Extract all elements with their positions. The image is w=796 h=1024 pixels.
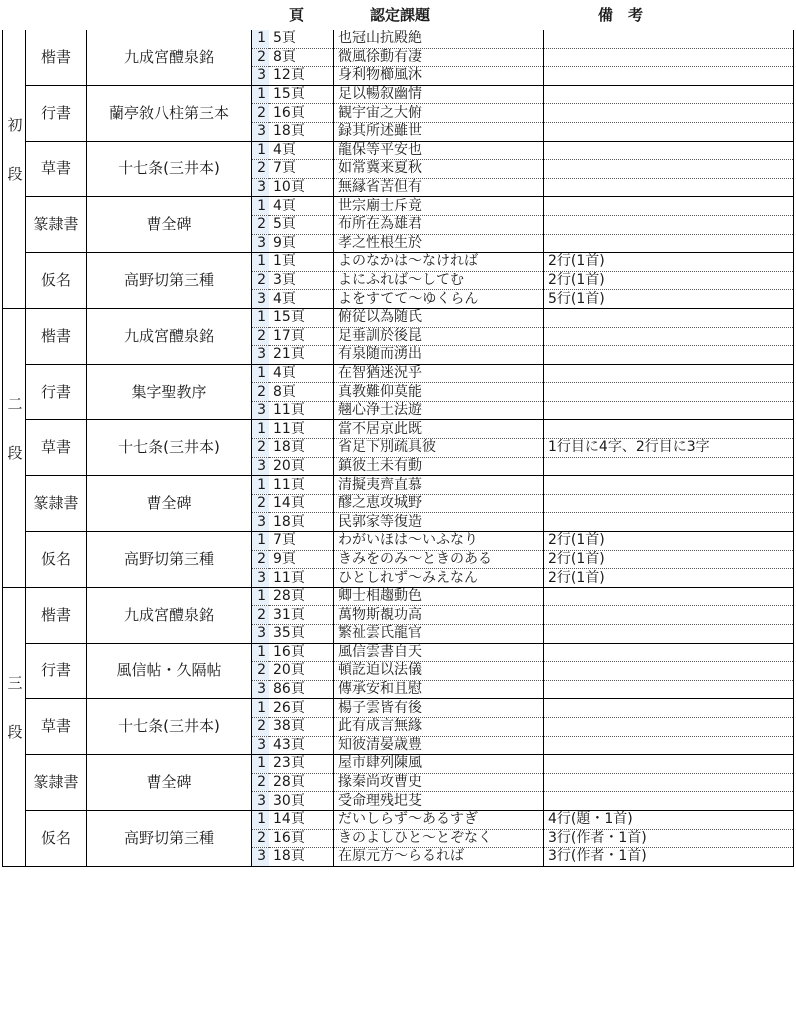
- task-theme: 掾秦尚攻曹史: [334, 773, 544, 792]
- script-style: 仮名: [26, 810, 87, 866]
- task-note: [544, 736, 794, 755]
- task-theme: きみをのみ～ときのある: [334, 550, 544, 569]
- task-theme: 卿士相趨動色: [334, 587, 544, 606]
- work-title: 曹全碑: [87, 755, 252, 811]
- task-note: [544, 364, 794, 383]
- task-number: 1: [252, 364, 270, 383]
- task-number: 1: [252, 30, 270, 48]
- task-theme: 鎮彼土未有動: [334, 457, 544, 476]
- task-number: 3: [252, 122, 270, 141]
- task-page: 30頁: [269, 792, 334, 811]
- task-note: [544, 178, 794, 197]
- task-theme: 身利物櫛風沐: [334, 67, 544, 86]
- task-note: [544, 494, 794, 513]
- task-number: 2: [252, 383, 270, 402]
- task-theme: 足垂訓於後昆: [334, 327, 544, 346]
- script-style: 草書: [26, 141, 87, 197]
- dan-text: 二段: [5, 396, 24, 495]
- work-title: 曹全碑: [87, 476, 252, 532]
- task-number: 2: [252, 662, 270, 681]
- task-theme: 楊子雲皆有後: [334, 699, 544, 718]
- table-row: [3, 532, 794, 551]
- task-number: 2: [252, 271, 270, 290]
- script-style: 草書: [26, 420, 87, 476]
- task-theme: 醪之恵攻城野: [334, 494, 544, 513]
- task-note: [544, 680, 794, 699]
- task-page: 43頁: [269, 736, 334, 755]
- table-row: [3, 587, 794, 606]
- task-page: 16頁: [269, 104, 334, 123]
- task-note: [544, 141, 794, 160]
- work-title: 九成宮醴泉銘: [87, 308, 252, 364]
- task-note: [544, 160, 794, 179]
- task-page: 86頁: [269, 680, 334, 699]
- script-style: 行書: [26, 643, 87, 699]
- task-page: 16頁: [269, 643, 334, 662]
- header-note: 備 考: [598, 6, 644, 24]
- task-page: 4頁: [269, 141, 334, 160]
- task-theme: 微風徐動有凄: [334, 48, 544, 67]
- task-theme: 無縁省苦但有: [334, 178, 544, 197]
- script-style: 楷書: [26, 587, 87, 643]
- table-row: [3, 755, 794, 774]
- work-title: 蘭亭敘八柱第三本: [87, 85, 252, 141]
- task-note: 2行(1首): [544, 569, 794, 588]
- task-page: 11頁: [269, 420, 334, 439]
- task-page: 4頁: [269, 290, 334, 309]
- task-page: 18頁: [269, 513, 334, 532]
- task-page: 20頁: [269, 662, 334, 681]
- work-title: 集字聖教序: [87, 364, 252, 420]
- work-title: 高野切第三種: [87, 810, 252, 866]
- task-theme: 如常冀来夏秋: [334, 160, 544, 179]
- task-note: [544, 327, 794, 346]
- task-number: 3: [252, 680, 270, 699]
- task-page: 23頁: [269, 755, 334, 774]
- table-row: [3, 364, 794, 383]
- task-number: 3: [252, 792, 270, 811]
- task-page: 11頁: [269, 476, 334, 495]
- task-number: 1: [252, 308, 270, 327]
- task-number: 1: [252, 476, 270, 495]
- task-theme: よにふれば～してむ: [334, 271, 544, 290]
- table-row: [3, 85, 794, 104]
- task-note: [544, 67, 794, 86]
- task-note: [544, 401, 794, 420]
- table-row: [3, 420, 794, 439]
- task-number: 1: [252, 699, 270, 718]
- task-theme: 此有成言無緣: [334, 717, 544, 736]
- task-note: 4行(題・1首): [544, 810, 794, 829]
- task-number: 1: [252, 420, 270, 439]
- task-note: [544, 513, 794, 532]
- task-theme: わがいほは～いふなり: [334, 532, 544, 551]
- task-note: [544, 587, 794, 606]
- task-theme: 屋市肆列陳風: [334, 755, 544, 774]
- task-theme: 観宇宙之大俯: [334, 104, 544, 123]
- task-page: 15頁: [269, 85, 334, 104]
- task-number: 3: [252, 67, 270, 86]
- task-note: [544, 197, 794, 216]
- work-title: 十七条(三井本): [87, 420, 252, 476]
- task-note: 1行目に4字、2行目に3字: [544, 439, 794, 458]
- task-page: 1頁: [269, 253, 334, 272]
- task-theme: 民郭家等復造: [334, 513, 544, 532]
- task-theme: 在原元方～らるれば: [334, 848, 544, 867]
- task-number: 1: [252, 643, 270, 662]
- task-number: 3: [252, 736, 270, 755]
- work-title: 曹全碑: [87, 197, 252, 253]
- task-number: 2: [252, 160, 270, 179]
- dan-text: 三段: [5, 675, 24, 774]
- table-row: [3, 476, 794, 495]
- task-note: [544, 625, 794, 644]
- task-page: 17頁: [269, 327, 334, 346]
- task-page: 28頁: [269, 773, 334, 792]
- script-style: 篆隷書: [26, 755, 87, 811]
- task-note: 3行(作者・1首): [544, 848, 794, 867]
- task-theme: 世宗廟士斥竟: [334, 197, 544, 216]
- task-page: 14頁: [269, 494, 334, 513]
- table-row: [3, 308, 794, 327]
- task-note: [544, 122, 794, 141]
- task-number: 1: [252, 755, 270, 774]
- task-note: [544, 85, 794, 104]
- task-page: 5頁: [269, 30, 334, 48]
- task-page: 38頁: [269, 717, 334, 736]
- task-note: [544, 755, 794, 774]
- work-title: 十七条(三井本): [87, 141, 252, 197]
- task-note: [544, 457, 794, 476]
- task-theme: 傳承安和且慰: [334, 680, 544, 699]
- task-theme: 孝之性根生於: [334, 234, 544, 253]
- task-note: [544, 383, 794, 402]
- task-theme: 翹心浄土法遊: [334, 401, 544, 420]
- task-number: 3: [252, 457, 270, 476]
- task-number: 3: [252, 234, 270, 253]
- work-title: 十七条(三井本): [87, 699, 252, 755]
- task-page: 18頁: [269, 848, 334, 867]
- task-note: [544, 792, 794, 811]
- task-theme: 知彼清晏歳豊: [334, 736, 544, 755]
- task-theme: きのよしひと～とぞなく: [334, 829, 544, 848]
- task-theme: 風信雲書自天: [334, 643, 544, 662]
- task-page: 4頁: [269, 364, 334, 383]
- script-style: 楷書: [26, 308, 87, 364]
- table-row: [3, 253, 794, 272]
- task-number: 3: [252, 848, 270, 867]
- dan-label: [3, 308, 26, 587]
- task-theme: だいしらず～あるすぎ: [334, 810, 544, 829]
- task-number: 2: [252, 829, 270, 848]
- task-theme: 足以暢叙幽情: [334, 85, 544, 104]
- task-theme: ひとしれず～みえなん: [334, 569, 544, 588]
- task-note: [544, 420, 794, 439]
- task-number: 2: [252, 215, 270, 234]
- task-note: [544, 476, 794, 495]
- task-number: 1: [252, 532, 270, 551]
- task-theme: 録其所述雖世: [334, 122, 544, 141]
- task-number: 3: [252, 625, 270, 644]
- task-note: [544, 699, 794, 718]
- task-page: 11頁: [269, 401, 334, 420]
- task-theme: よのなかは～なければ: [334, 253, 544, 272]
- task-note: [544, 104, 794, 123]
- task-note: 5行(1首): [544, 290, 794, 309]
- task-note: [544, 215, 794, 234]
- task-page: 18頁: [269, 122, 334, 141]
- script-style: 篆隷書: [26, 197, 87, 253]
- task-page: 18頁: [269, 439, 334, 458]
- curriculum-table: [2, 30, 794, 867]
- task-theme: 布所在為雄君: [334, 215, 544, 234]
- task-page: 3頁: [269, 271, 334, 290]
- task-number: 3: [252, 401, 270, 420]
- task-page: 26頁: [269, 699, 334, 718]
- task-number: 1: [252, 810, 270, 829]
- task-page: 7頁: [269, 532, 334, 551]
- dan-text: 初段: [5, 117, 24, 216]
- task-page: 28頁: [269, 587, 334, 606]
- task-number: 1: [252, 141, 270, 160]
- dan-label: [3, 30, 26, 308]
- work-title: 九成宮醴泉銘: [87, 587, 252, 643]
- task-theme: 繁祉雲氏龍官: [334, 625, 544, 644]
- task-page: 9頁: [269, 550, 334, 569]
- task-note: [544, 643, 794, 662]
- task-number: 2: [252, 439, 270, 458]
- task-number: 1: [252, 587, 270, 606]
- script-style: 行書: [26, 364, 87, 420]
- script-style: 草書: [26, 699, 87, 755]
- script-style: 楷書: [26, 30, 87, 85]
- task-page: 35頁: [269, 625, 334, 644]
- table-header: [0, 0, 796, 30]
- task-theme: 萬物斯覩功高: [334, 606, 544, 625]
- table-row: [3, 643, 794, 662]
- curriculum-table-body: [3, 30, 794, 866]
- task-note: [544, 234, 794, 253]
- task-theme: よをすてて～ゆくらん: [334, 290, 544, 309]
- task-page: 15頁: [269, 308, 334, 327]
- task-number: 3: [252, 346, 270, 365]
- task-page: 7頁: [269, 160, 334, 179]
- work-title: 九成宮醴泉銘: [87, 30, 252, 85]
- dan-label: [3, 587, 26, 866]
- task-number: 3: [252, 569, 270, 588]
- table-row: [3, 810, 794, 829]
- task-number: 3: [252, 513, 270, 532]
- task-theme: 也冠山抗殿絶: [334, 30, 544, 48]
- task-note: [544, 346, 794, 365]
- task-note: 3行(作者・1首): [544, 829, 794, 848]
- task-number: 2: [252, 606, 270, 625]
- task-number: 2: [252, 717, 270, 736]
- task-page: 5頁: [269, 215, 334, 234]
- task-theme: 在智猶迷況乎: [334, 364, 544, 383]
- task-note: 2行(1首): [544, 271, 794, 290]
- task-number: 2: [252, 48, 270, 67]
- task-page: 4頁: [269, 197, 334, 216]
- task-theme: 當不居京此既: [334, 420, 544, 439]
- script-style: 行書: [26, 85, 87, 141]
- script-style: 篆隷書: [26, 476, 87, 532]
- task-page: 10頁: [269, 178, 334, 197]
- task-number: 2: [252, 104, 270, 123]
- task-number: 2: [252, 494, 270, 513]
- task-number: 1: [252, 85, 270, 104]
- task-theme: 頓訖迫以法儀: [334, 662, 544, 681]
- task-theme: 有泉随而湧出: [334, 346, 544, 365]
- task-theme: 省足下別疏具彼: [334, 439, 544, 458]
- task-page: 12頁: [269, 67, 334, 86]
- task-note: [544, 717, 794, 736]
- task-note: [544, 30, 794, 48]
- task-page: 16頁: [269, 829, 334, 848]
- task-number: 3: [252, 290, 270, 309]
- task-theme: 清擬夷齊直慕: [334, 476, 544, 495]
- table-row: [3, 30, 794, 48]
- task-page: 20頁: [269, 457, 334, 476]
- task-theme: 俯従以為随氏: [334, 308, 544, 327]
- task-page: 14頁: [269, 810, 334, 829]
- work-title: 高野切第三種: [87, 532, 252, 588]
- work-title: 風信帖・久隔帖: [87, 643, 252, 699]
- task-theme: 龍保等平安也: [334, 141, 544, 160]
- task-note: 2行(1首): [544, 253, 794, 272]
- task-number: 1: [252, 253, 270, 272]
- task-number: 2: [252, 773, 270, 792]
- task-note: 2行(1首): [544, 550, 794, 569]
- task-note: 2行(1首): [544, 532, 794, 551]
- header-theme: 認定課題: [370, 6, 431, 24]
- table-row: [3, 197, 794, 216]
- task-note: [544, 308, 794, 327]
- task-number: 2: [252, 550, 270, 569]
- task-page: 11頁: [269, 569, 334, 588]
- header-page: 頁: [289, 6, 305, 24]
- task-theme: 受命理残圯芟: [334, 792, 544, 811]
- task-note: [544, 48, 794, 67]
- work-title: 高野切第三種: [87, 253, 252, 309]
- task-number: 1: [252, 197, 270, 216]
- task-theme: 真教難仰莫能: [334, 383, 544, 402]
- task-note: [544, 773, 794, 792]
- table-row: [3, 141, 794, 160]
- task-number: 3: [252, 178, 270, 197]
- task-page: 31頁: [269, 606, 334, 625]
- task-page: 9頁: [269, 234, 334, 253]
- task-note: [544, 606, 794, 625]
- task-note: [544, 662, 794, 681]
- script-style: 仮名: [26, 532, 87, 588]
- task-page: 8頁: [269, 383, 334, 402]
- task-page: 8頁: [269, 48, 334, 67]
- script-style: 仮名: [26, 253, 87, 309]
- task-page: 21頁: [269, 346, 334, 365]
- task-number: 2: [252, 327, 270, 346]
- table-row: [3, 699, 794, 718]
